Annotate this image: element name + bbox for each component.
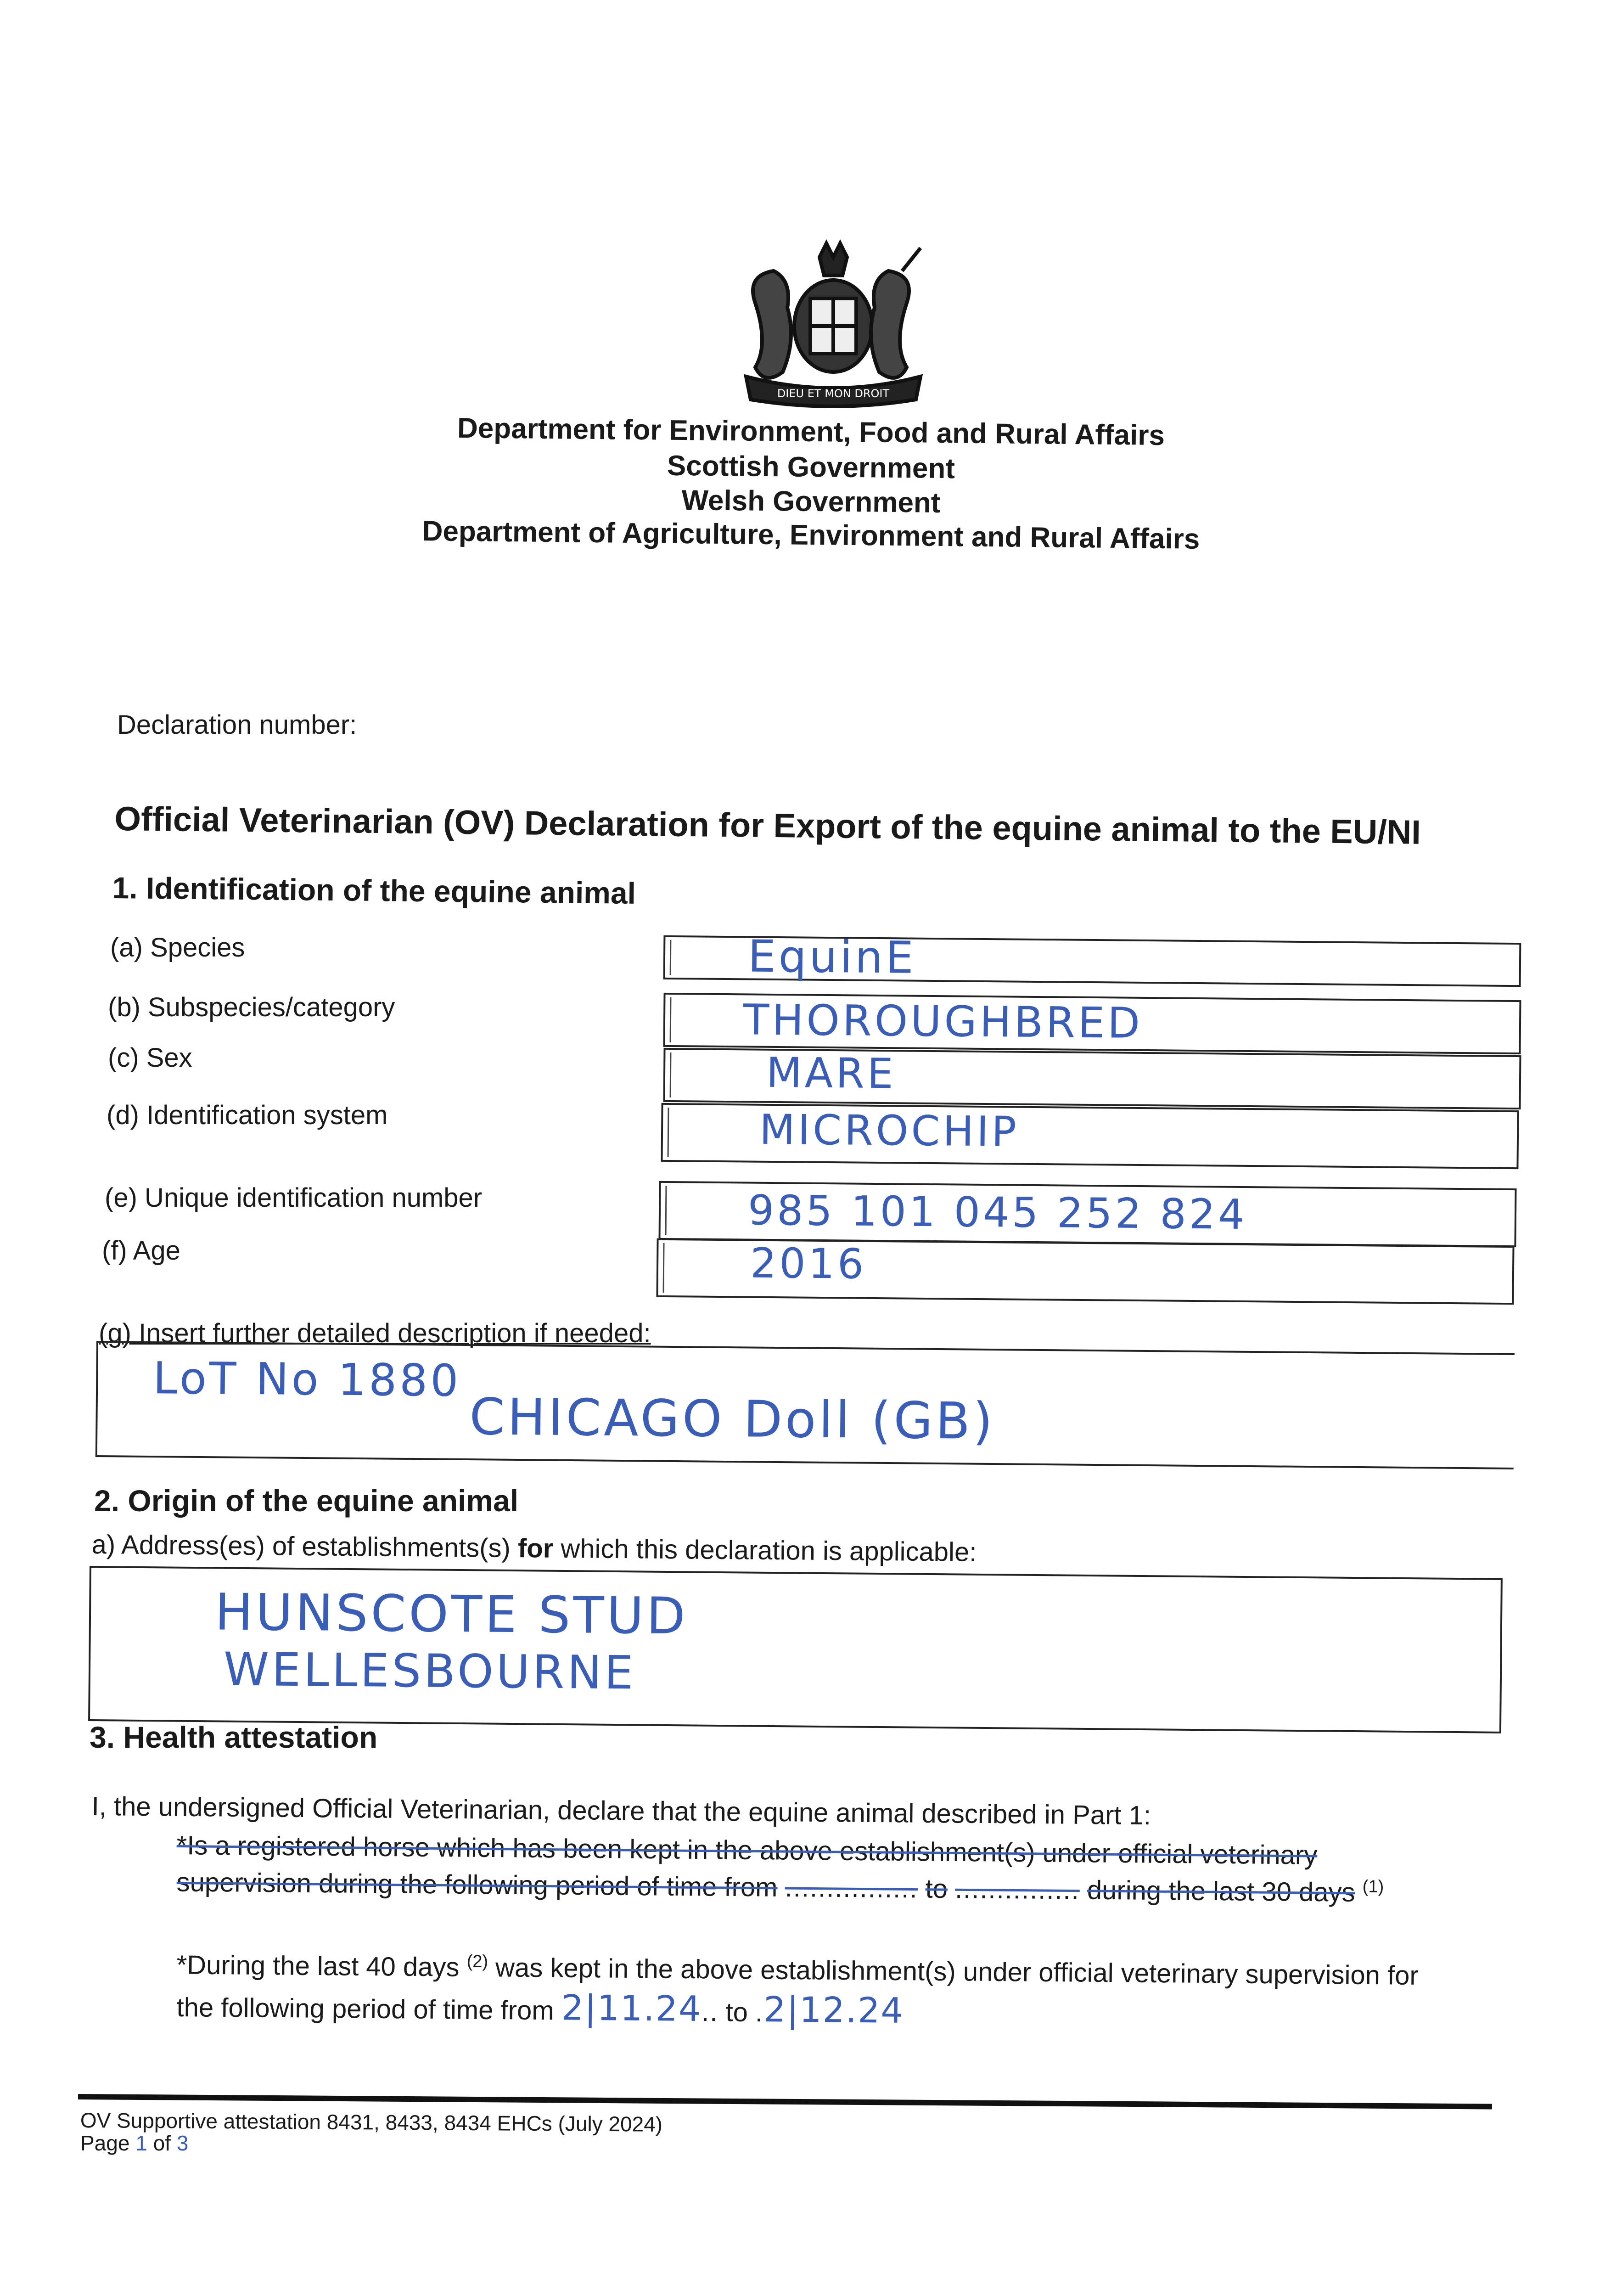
declaration-number-label: Declaration number: xyxy=(117,710,357,740)
from-date-value: 2|11.24 xyxy=(561,1987,702,2029)
further-description-label: (g) Insert further detailed description if needed: xyxy=(99,1318,651,1348)
subspecies-field[interactable] xyxy=(663,993,1521,1054)
unique-id-value: 985 101 045 252 824 xyxy=(747,1186,1247,1239)
footer-page: Page 1 of 3 xyxy=(80,2131,189,2155)
further-description-line1: LoT No 1880 xyxy=(152,1352,461,1407)
further-description-line2: CHICAGO Doll (GB) xyxy=(469,1387,996,1451)
address-line2: WELLESBOURNE xyxy=(223,1642,636,1700)
subspecies-label: (b) Subspecies/category xyxy=(108,992,395,1022)
species-field[interactable] xyxy=(663,930,1521,987)
option2-line2: the following period of time from 2|11.24.. to .2|12.24 xyxy=(176,1987,904,2031)
attestation-intro: I, the undersigned Official Veterinarian, declare that the equine animal described in Part 1: xyxy=(91,1791,1151,1831)
age-field[interactable] xyxy=(656,1238,1514,1305)
species-value: EquinE xyxy=(747,930,917,984)
page-title: Official Veterinarian (OV) Declaration for Export of the equine animal to the EU/NI xyxy=(114,799,1421,851)
species-label: (a) Species xyxy=(110,933,245,962)
identification-system-field[interactable] xyxy=(661,1103,1519,1169)
sex-label: (c) Sex xyxy=(108,1043,192,1073)
header-line-scottish: Scottish Government xyxy=(667,450,955,485)
unique-id-field[interactable] xyxy=(658,1181,1516,1247)
further-description-box[interactable] xyxy=(95,1341,1515,1469)
address-line1: HUNSCOTE STUD xyxy=(214,1582,689,1646)
sex-field[interactable] xyxy=(663,1048,1521,1109)
option2-line1: *During the last 40 days $^{(2)}$ was kept in the above establishment(s) under official veterinary supervision for xyxy=(176,1950,1419,1991)
identification-system-value: MICROCHIP xyxy=(759,1105,1020,1156)
age-value: 2016 xyxy=(750,1239,867,1289)
header-line-defra: Department for Environment, Food and Rural Affairs xyxy=(457,412,1165,452)
subspecies-value: THOROUGHBRED xyxy=(743,995,1143,1048)
address-label: a) Address(es) of establishments(s) for which this declaration is applicable: xyxy=(91,1530,977,1567)
age-label: (f) Age xyxy=(102,1236,180,1266)
header-line-welsh: Welsh Government xyxy=(681,484,941,519)
section1-heading: 1. Identification of the equine animal xyxy=(112,871,636,910)
section2-heading: 2. Origin of the equine animal xyxy=(94,1484,519,1518)
identification-system-label: (d) Identification system xyxy=(107,1100,388,1130)
header-line-daera: Department of Agriculture, Environment and Rural Affairs xyxy=(422,515,1200,555)
sex-value: MARE xyxy=(766,1048,897,1098)
option1-line2: supervision during the following period of time from ................ to ............... during the last 30 days $^{(1)}$ xyxy=(176,1867,1384,1908)
svg-text:DIEU ET MON DROIT: DIEU ET MON DROIT xyxy=(777,387,890,400)
footer-attestation: OV Supportive attestation 8431, 8433, 8434 EHCs (July 2024) xyxy=(80,2108,663,2136)
footer-rule xyxy=(78,2094,1492,2110)
section3-heading: 3. Health attestation xyxy=(90,1720,378,1754)
unique-id-label: (e) Unique identification number xyxy=(105,1183,483,1213)
royal-coat-of-arms-icon xyxy=(728,239,934,413)
to-date-value: 2|12.24 xyxy=(763,1989,904,2031)
option1-line1: *Is a registered horse which has been kept in the above establishment(s) under official veterinary xyxy=(176,1830,1318,1870)
address-box[interactable] xyxy=(88,1566,1503,1733)
